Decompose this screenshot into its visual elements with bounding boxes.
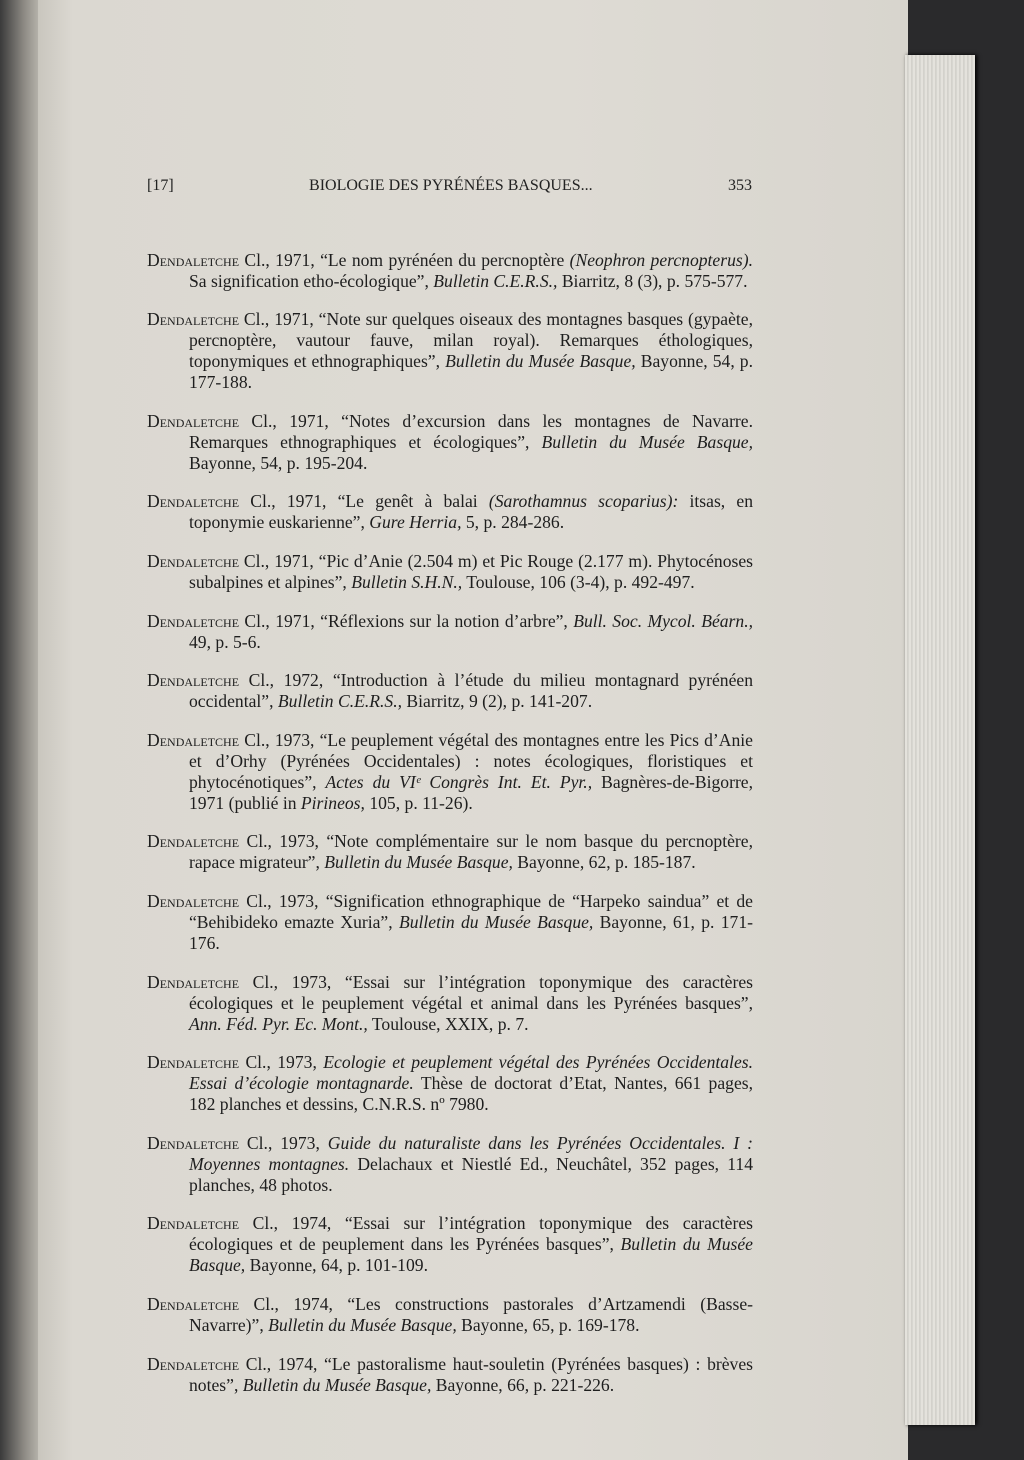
- bibliography-entry: [147, 891, 753, 954]
- entry-text: Toulouse, XXIX, p. 7.: [367, 1013, 529, 1034]
- bibliography-entry: [147, 309, 753, 393]
- bibliography-list: [147, 232, 753, 1406]
- entry-text: Cl., 1971, “Note sur quelques oiseaux des montagnes basques (gypaète, percnoptère, vautour fauve, milan royal). Remarques éthologiques, toponymiques et ethnographiques”,: [189, 309, 753, 372]
- page-number: 353: [727, 177, 752, 194]
- entry-author: Dendaletche: [147, 1213, 240, 1234]
- bibliography-entry: [147, 250, 753, 292]
- entry-italic-text: Gure Herria,: [369, 512, 462, 533]
- bibliography-entry: [147, 1294, 753, 1336]
- entry-italic-text: Bulletin C.E.R.S.,: [277, 691, 403, 712]
- bibliography-entry: [147, 1213, 753, 1276]
- entry-text: Bayonne, 66, p. 221-226.: [431, 1374, 615, 1395]
- entry-text: Cl., 1974, “Les constructions pastorales d’Artzamendi (Basse-Navarre)”,: [189, 1293, 753, 1335]
- page-stack-edges: [905, 55, 975, 1425]
- entry-text: Bayonne, 54, p. 177-188.: [189, 351, 753, 393]
- entry-author: Dendaletche: [147, 831, 240, 852]
- entry-italic-text: Bulletin du Musée Basque,: [324, 852, 513, 873]
- entry-author: Dendaletche: [147, 1052, 240, 1073]
- entry-author: Dendaletche: [147, 410, 240, 431]
- entry-text: Cl., 1972, “Introduction à l’étude du milieu montagnard pyrénéen occidental”,: [189, 670, 753, 712]
- entry-text: Cl., 1973,: [239, 1132, 328, 1153]
- entry-author: Dendaletche: [147, 670, 240, 691]
- entry-italic-text: Bull. Soc. Mycol. Béarn.,: [573, 610, 753, 631]
- entry-italic-text: Bulletin du Musée Basque,: [445, 351, 636, 372]
- entry-italic-text: Bulletin du Musée Basque,: [242, 1374, 432, 1395]
- entry-text: Cl., 1974, “Essai sur l’intégration toponymique des caractères écologiques et de peuplement dans les Pyrénées basques”,: [189, 1213, 753, 1255]
- entry-italic-text: Pirineos,: [300, 792, 365, 813]
- entry-text: Cl., 1973, “Le peuplement végétal des montagnes entre les Pics d’Anie et d’Orhy (Pyrénées Occidentales) : notes écologiques, floristiques et phytocénotiques”,: [189, 729, 753, 792]
- entry-text: Biarritz, 8 (3), p. 575-577.: [557, 270, 748, 291]
- running-title: BIOLOGIE DES PYRÉNÉES BASQUES...: [309, 177, 593, 194]
- entry-italic-text: Bulletin du Musée Basque,: [189, 1234, 753, 1276]
- entry-text: Thèse de doctorat d’Etat, Nantes, 661 pages, 182 planches et dessins, C.N.R.S. nº 7980.: [189, 1073, 754, 1115]
- entry-text: Toulouse, 106 (3-4), p. 492-497.: [462, 571, 695, 592]
- bibliography-entry: [147, 1052, 753, 1115]
- entry-text: Cl., 1973, “Essai sur l’intégration toponymique des caractères écologiques et le peuplement végétal et animal dans les Pyrénées basques”,: [189, 971, 753, 1013]
- entry-text: Cl., 1971, “Notes d’excursion dans les montagnes de Navarre. Remarques ethnographiques et écologiques”,: [189, 410, 753, 452]
- bibliography-entry: [147, 730, 753, 814]
- entry-italic-text: Ecologie et peuplement végétal des Pyrénées Occidentales. Essai d’écologie montagnarde.: [189, 1052, 753, 1094]
- entry-author: Dendaletche: [147, 550, 240, 571]
- entry-text: Delachaux et Niestlé Ed., Neuchâtel, 352 pages, 114 planches, 48 photos.: [189, 1153, 753, 1195]
- entry-text: Bayonne, 65, p. 169-178.: [456, 1314, 640, 1335]
- entry-italic-text: Bulletin du Musée Basque,: [541, 431, 753, 452]
- bibliography-entry: [147, 972, 753, 1035]
- bibliography-entry: [147, 1354, 753, 1396]
- entry-text: Sa signification etho-écologique”,: [189, 270, 434, 291]
- entry-text: Bayonne, 61, p. 171-176.: [189, 911, 753, 953]
- entry-italic-text: Ann. Féd. Pyr. Ec. Mont.,: [189, 1013, 368, 1034]
- entry-author: Dendaletche: [147, 309, 240, 330]
- entry-text: Bagnères-de-Bigorre, 1971 (publié in: [189, 771, 754, 813]
- entry-text: Cl., 1973, “Note complémentaire sur le nom basque du percnoptère, rapace migrateur”,: [189, 831, 753, 873]
- entry-author: Dendaletche: [147, 890, 240, 911]
- section-number: [17]: [147, 177, 174, 194]
- entry-text: 105, p. 11-26).: [364, 792, 473, 813]
- entry-text: Cl., 1973, “Signification ethnographique de “Harpeko saindua” et de “Behibideko emazte Xuria”,: [189, 890, 753, 932]
- bibliography-entry: [147, 670, 753, 712]
- entry-text: 49, p. 5-6.: [189, 631, 261, 652]
- entry-text: Bayonne, 64, p. 101-109.: [245, 1255, 428, 1276]
- entry-text: itsas, en toponymie euskarienne”,: [189, 491, 753, 533]
- entry-italic-text: Bulletin du Musée Basque,: [268, 1314, 457, 1335]
- entry-italic-text: (Neophron percnopterus).: [569, 249, 753, 270]
- bibliography-entry: [147, 1133, 753, 1196]
- entry-author: Dendaletche: [147, 971, 240, 992]
- entry-text: Cl., 1971, “Le nom pyrénéen du percnoptère: [239, 249, 570, 270]
- entry-text: 5, p. 284-286.: [461, 512, 565, 533]
- entry-author: Dendaletche: [147, 249, 240, 270]
- running-header: [147, 177, 752, 195]
- bibliography-entry: [147, 831, 753, 873]
- entry-text: Cl., 1971, “Le genêt à balai: [239, 491, 489, 512]
- entry-text: Cl., 1974, “Le pastoralisme haut-souletin (Pyrénées basques) : brèves notes”,: [189, 1353, 753, 1395]
- entry-text: Biarritz, 9 (2), p. 141-207.: [402, 691, 593, 712]
- entry-italic-text: (Sarothamnus scoparius):: [488, 491, 679, 512]
- entry-author: Dendaletche: [147, 1132, 240, 1153]
- entry-italic-text: Bulletin du Musée Basque,: [398, 911, 594, 932]
- entry-text: Bayonne, 62, p. 185-187.: [512, 852, 696, 873]
- entry-italic-text: Bulletin S.H.N.,: [351, 571, 463, 592]
- entry-author: Dendaletche: [147, 1353, 240, 1374]
- entry-author: Dendaletche: [147, 1293, 240, 1314]
- bibliography-entry: [147, 551, 753, 593]
- entry-italic-text: Actes du VIᵉ Congrès Int. Et. Pyr.,: [325, 771, 593, 792]
- facing-page-edge: [0, 0, 40, 1460]
- entry-text: Cl., 1973,: [239, 1052, 324, 1073]
- entry-text: Cl., 1971, “Pic d’Anie (2.504 m) et Pic Rouge (2.177 m). Phytocénoses subalpines et alpines”,: [189, 550, 753, 592]
- bibliography-entry: [147, 411, 753, 474]
- entry-author: Dendaletche: [147, 610, 240, 631]
- entry-author: Dendaletche: [147, 491, 240, 512]
- entry-italic-text: Guide du naturaliste dans les Pyrénées Occidentales. I : Moyennes montagnes.: [189, 1132, 754, 1174]
- entry-text: Cl., 1971, “Réflexions sur la notion d’arbre”,: [239, 610, 574, 631]
- entry-text: Bayonne, 54, p. 195-204.: [189, 452, 368, 473]
- bibliography-entry: [147, 611, 753, 653]
- entry-author: Dendaletche: [147, 729, 240, 750]
- bibliography-entry: [147, 491, 753, 533]
- entry-italic-text: Bulletin C.E.R.S.,: [433, 270, 558, 291]
